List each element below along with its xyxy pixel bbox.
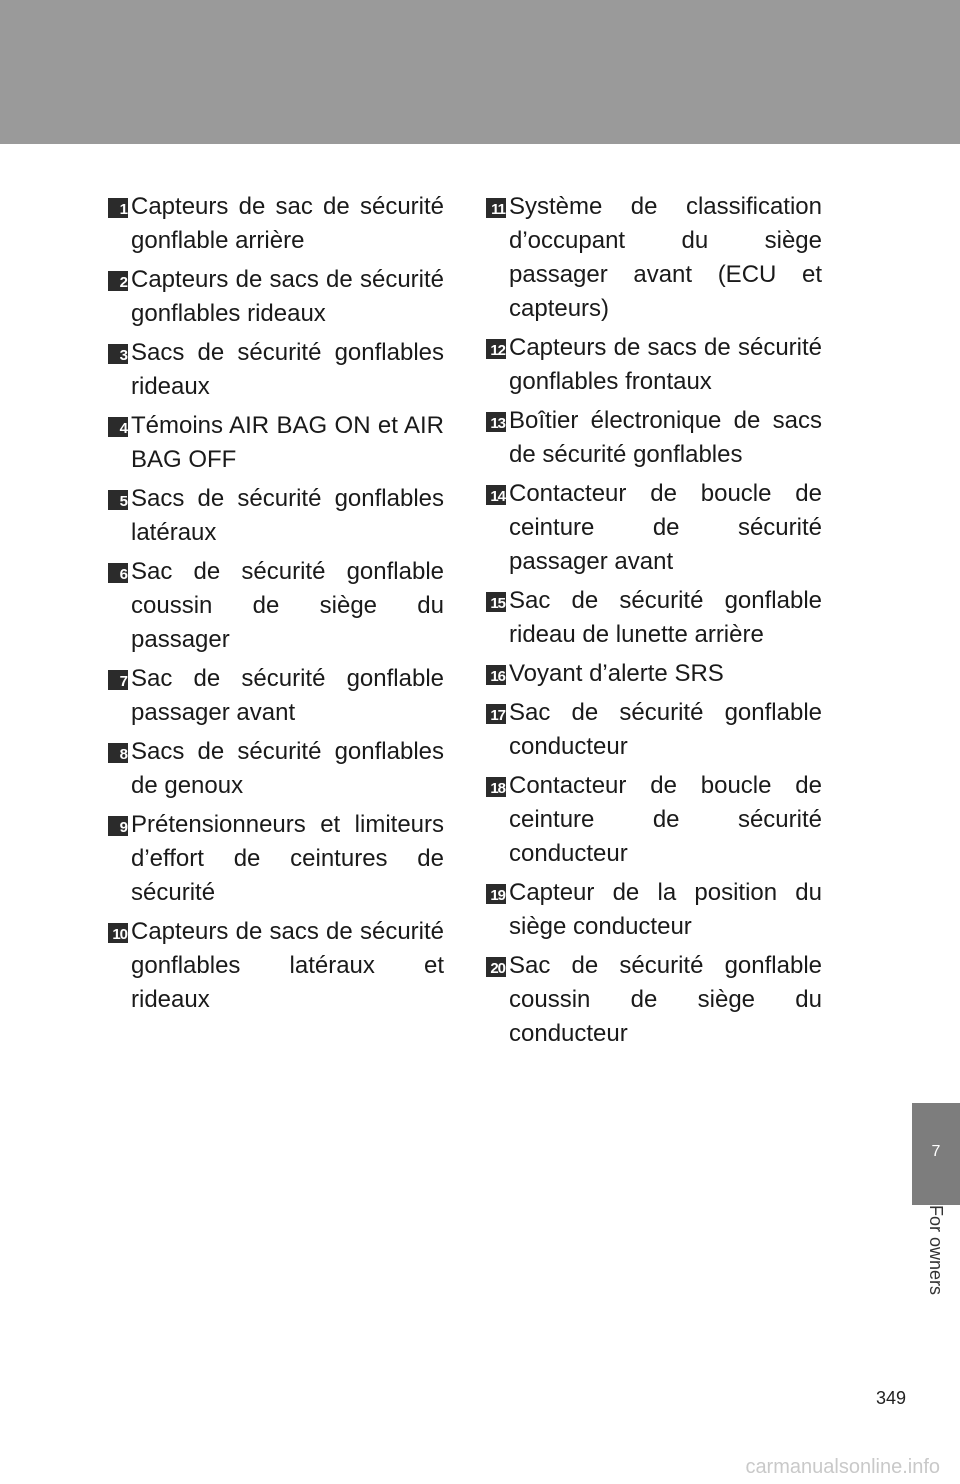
item-text: Sac de sécurité gonflable coussin de siège du passager — [131, 558, 444, 653]
right-column — [486, 190, 822, 1056]
item-number-badge: 1 — [108, 198, 128, 218]
item-number-badge: 4 — [108, 417, 128, 437]
item-text: Système de classification d’occupant du siège passager avant (ECU et capteurs) — [509, 193, 822, 322]
item-text: Capteurs de sac de sécurité gonflable arrière — [131, 193, 444, 254]
chapter-number: 7 — [931, 1143, 941, 1160]
list-item — [486, 584, 822, 652]
list-item — [108, 555, 444, 657]
list-item — [486, 477, 822, 579]
item-text: Contacteur de boucle de ceinture de sécurité conducteur — [509, 772, 822, 867]
item-number-badge: 8 — [108, 743, 128, 763]
item-text: Sacs de sécurité gonflables de genoux — [131, 738, 444, 799]
item-text: Témoins AIR BAG ON et AIR BAG OFF — [131, 412, 444, 473]
list-item — [108, 190, 444, 258]
list-item — [486, 876, 822, 944]
header-band — [0, 0, 960, 144]
list-item — [486, 769, 822, 871]
item-number-badge: 6 — [108, 563, 128, 583]
item-number-badge: 19 — [486, 884, 506, 904]
chapter-tab — [912, 1103, 960, 1205]
item-number-badge: 13 — [486, 412, 506, 432]
item-text: Sac de sécurité gonflable passager avant — [131, 665, 444, 726]
list-item — [486, 657, 822, 691]
item-number-badge: 17 — [486, 704, 506, 724]
item-number-badge: 9 — [108, 816, 128, 836]
item-text: Sacs de sécurité gonflables latéraux — [131, 485, 444, 546]
item-number-badge: 2 — [108, 271, 128, 291]
chapter-label: For owners — [926, 1205, 946, 1296]
item-text: Voyant d’alerte SRS — [509, 660, 724, 687]
item-number-badge: 18 — [486, 777, 506, 797]
watermark: carmanualsonline.info — [745, 1456, 940, 1478]
item-text: Capteur de la position du siège conducteur — [509, 879, 822, 940]
item-text: Contacteur de boucle de ceinture de sécurité passager avant — [509, 480, 822, 575]
list-item — [486, 190, 822, 326]
list-item — [486, 331, 822, 399]
item-text: Boîtier électronique de sacs de sécurité gonflables — [509, 407, 822, 468]
list-item — [486, 404, 822, 472]
list-item — [108, 336, 444, 404]
item-number-badge: 12 — [486, 339, 506, 359]
item-text: Sacs de sécurité gonflables rideaux — [131, 339, 444, 400]
item-text: Capteurs de sacs de sécurité gonflables rideaux — [131, 266, 444, 327]
item-number-badge: 16 — [486, 665, 506, 685]
item-text: Capteurs de sacs de sécurité gonflables frontaux — [509, 334, 822, 395]
list-item — [486, 949, 822, 1051]
item-number-badge: 14 — [486, 485, 506, 505]
list-item — [108, 263, 444, 331]
item-number-badge: 5 — [108, 490, 128, 510]
item-number-badge: 11 — [486, 198, 506, 218]
list-item — [486, 696, 822, 764]
item-text: Capteurs de sacs de sécurité gonflables latéraux et rideaux — [131, 918, 444, 1013]
item-number-badge: 20 — [486, 957, 506, 977]
item-text: Prétensionneurs et limiteurs d’effort de ceintures de sécurité — [131, 811, 444, 906]
item-number-badge: 10 — [108, 923, 128, 943]
left-column — [108, 190, 444, 1022]
item-text: Sac de sécurité gonflable coussin de siège du conducteur — [509, 952, 822, 1047]
list-item — [108, 735, 444, 803]
item-number-badge: 7 — [108, 670, 128, 690]
page-number: 349 — [875, 1388, 906, 1408]
list-item — [108, 915, 444, 1017]
chapter-label-area — [912, 1205, 960, 1335]
item-number-badge: 15 — [486, 592, 506, 612]
list-item — [108, 482, 444, 550]
item-number-badge: 3 — [108, 344, 128, 364]
item-text: Sac de sécurité gonflable rideau de lunette arrière — [509, 587, 822, 648]
item-text: Sac de sécurité gonflable conducteur — [509, 699, 822, 760]
list-item — [108, 409, 444, 477]
list-item — [108, 808, 444, 910]
list-item — [108, 662, 444, 730]
